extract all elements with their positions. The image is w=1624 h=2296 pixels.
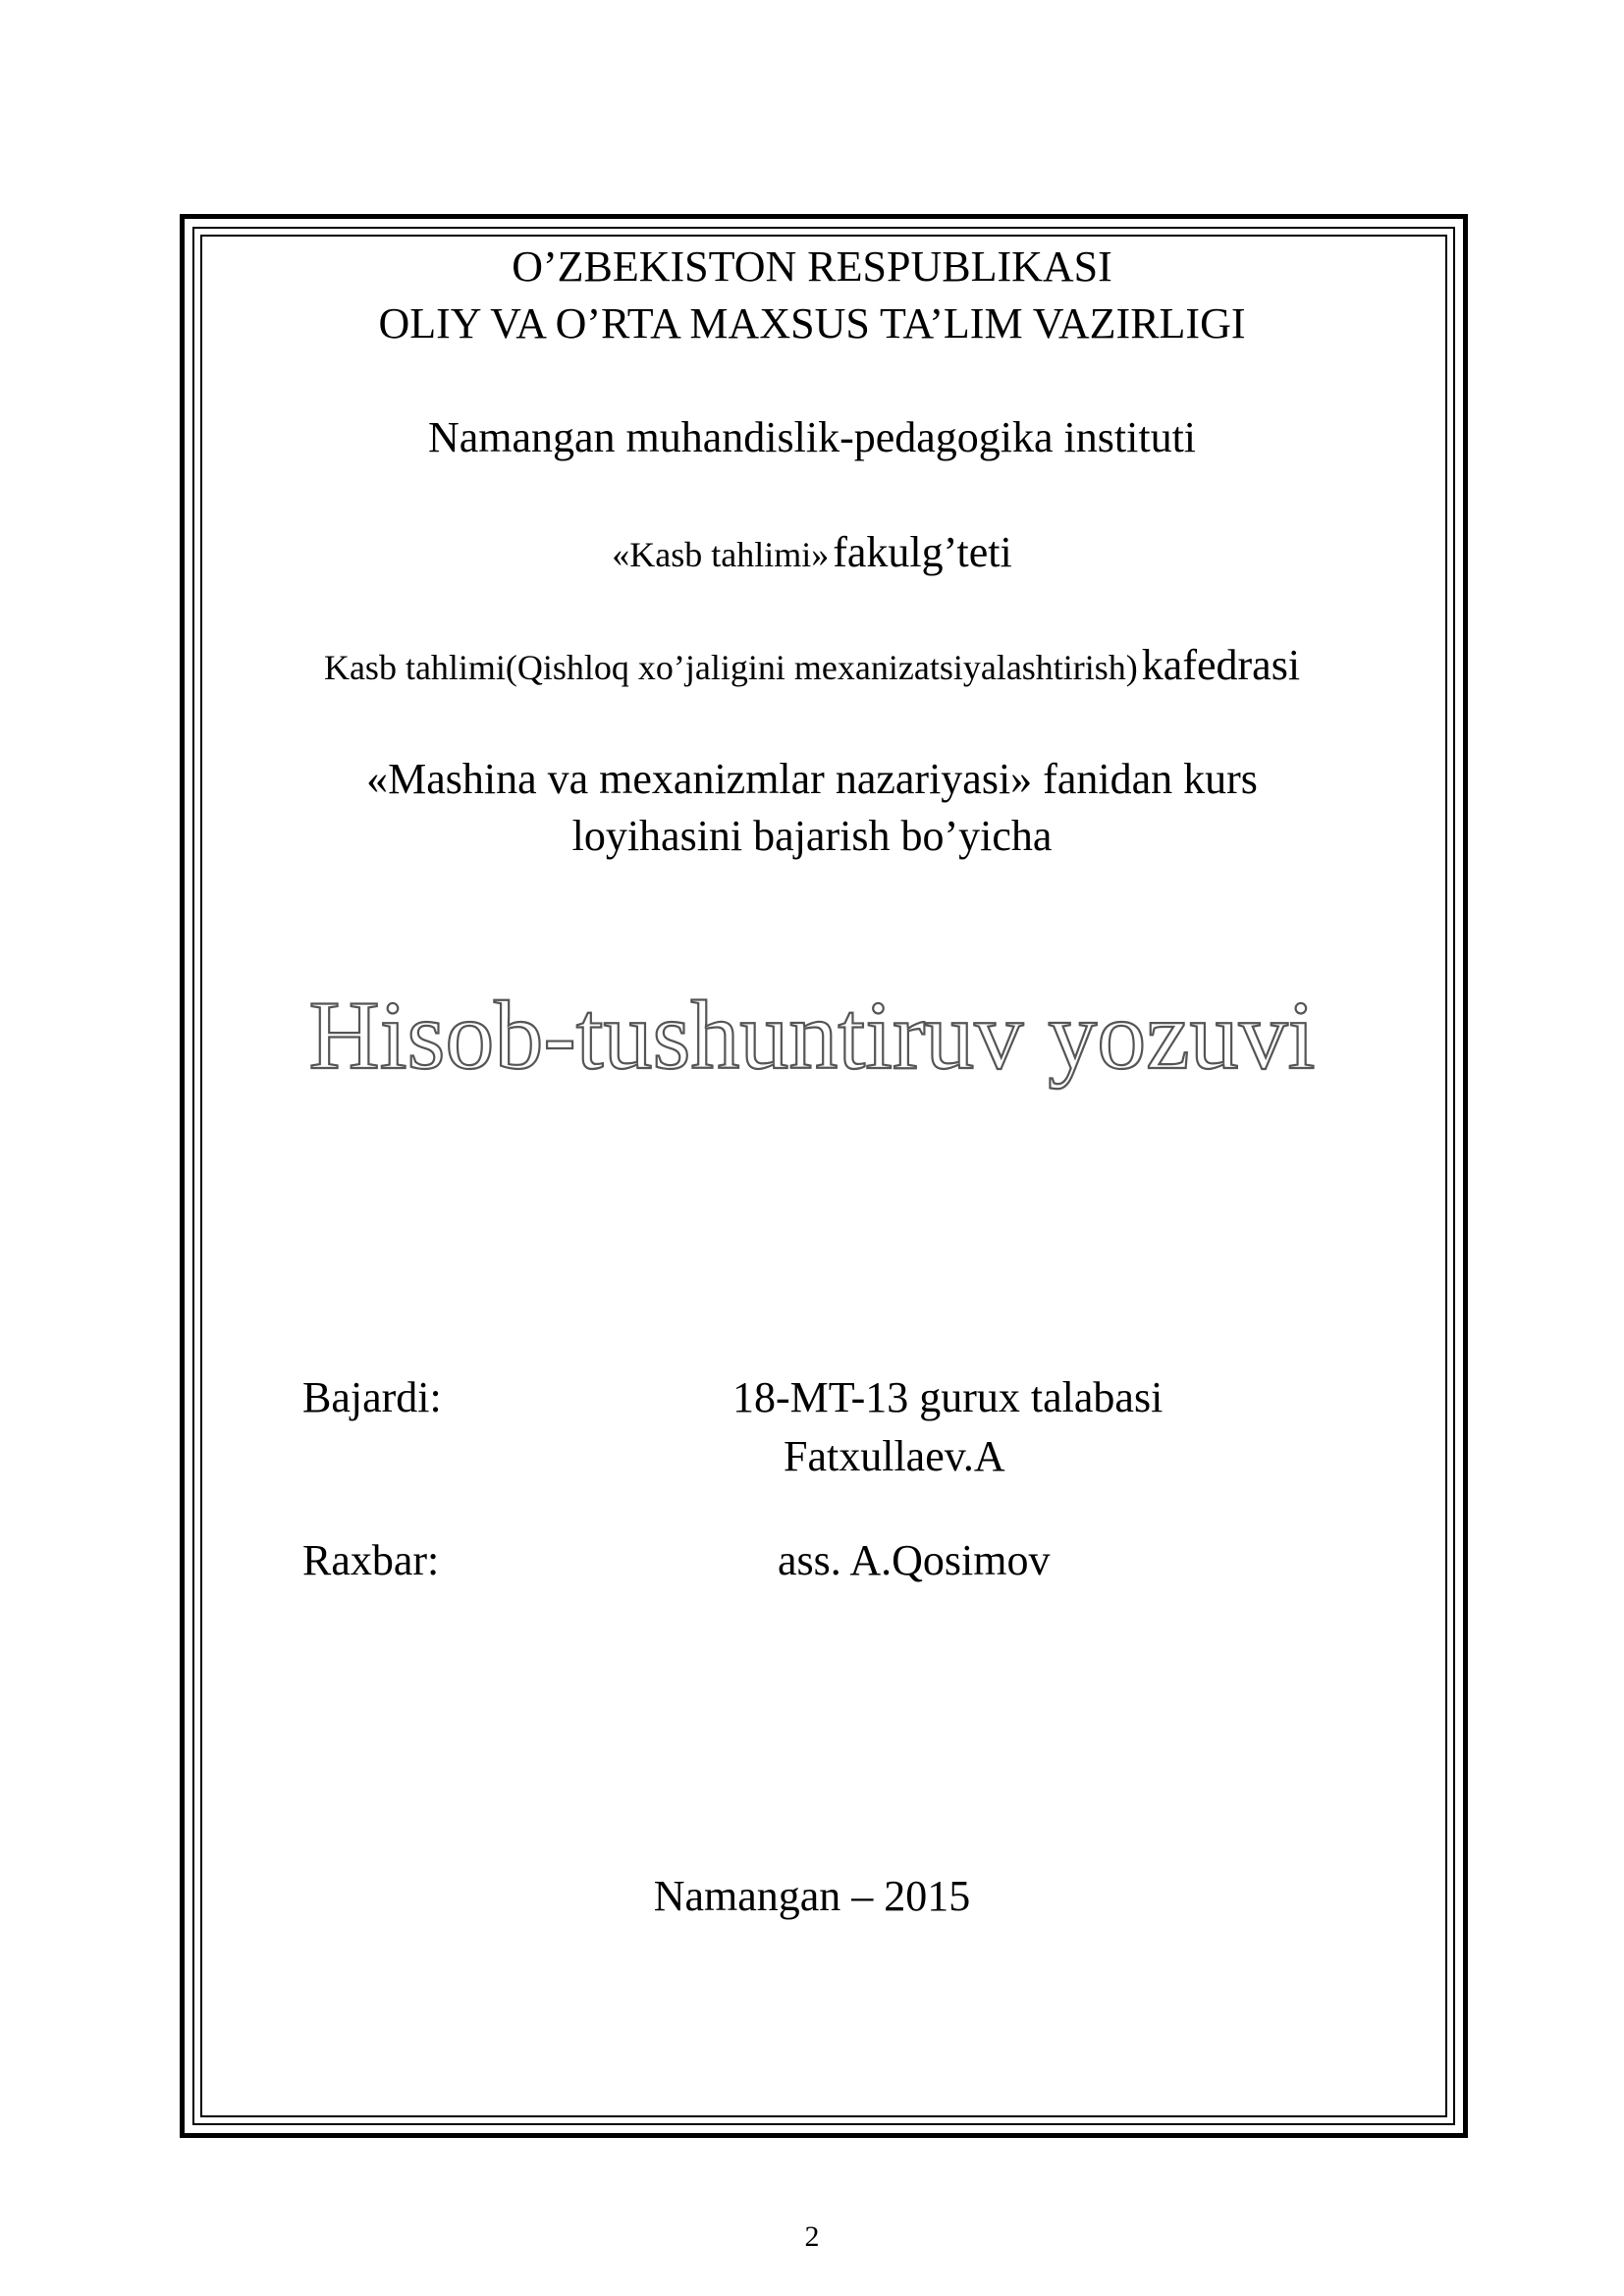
page-border-inner (200, 235, 1447, 2117)
supervisor-label: Raxbar: (302, 1536, 440, 1584)
page-number: 2 (804, 2220, 820, 2253)
performer-name: Fatxullaev.A (784, 1432, 1005, 1480)
department-suffix: kafedrasi (1141, 641, 1301, 689)
faculty-name: «Kasb tahlimi» (612, 535, 830, 574)
institute-name: Namangan muhandislik-pedagogika instituti (427, 413, 1197, 461)
document-title-text: Hisob-tushuntiruv yozuvi (308, 981, 1316, 1090)
faculty-suffix: fakulg’teti (833, 528, 1012, 576)
document-title-outline (272, 974, 1352, 1092)
subject-line-2: loyihasini bajarish bo’yicha (571, 812, 1053, 860)
faculty-line (0, 527, 1624, 577)
department-name: Kasb tahlimi(Qishloq xo’jaligini mexanizatsiyalashtirish) (323, 648, 1138, 687)
subject-line-1: «Mashina va mexanizmlar nazariyasi» fanidan kurs (366, 755, 1258, 803)
document-title (0, 974, 1624, 1092)
republic-heading: O’ZBEKISTON RESPUBLIKASI (512, 242, 1112, 291)
department-line (0, 640, 1624, 690)
ministry-heading: OLIY VA O’RTA MAXSUS TA’LIM VAZIRLIGI (378, 299, 1246, 347)
performer-label: Bajardi: (302, 1373, 442, 1421)
performer-group: 18-MT-13 gurux talabasi (732, 1373, 1164, 1421)
page-border-middle (192, 227, 1455, 2125)
place-year: Namangan – 2015 (653, 1872, 971, 1920)
supervisor-name: ass. A.Qosimov (778, 1536, 1051, 1584)
page-border (180, 214, 1468, 2138)
